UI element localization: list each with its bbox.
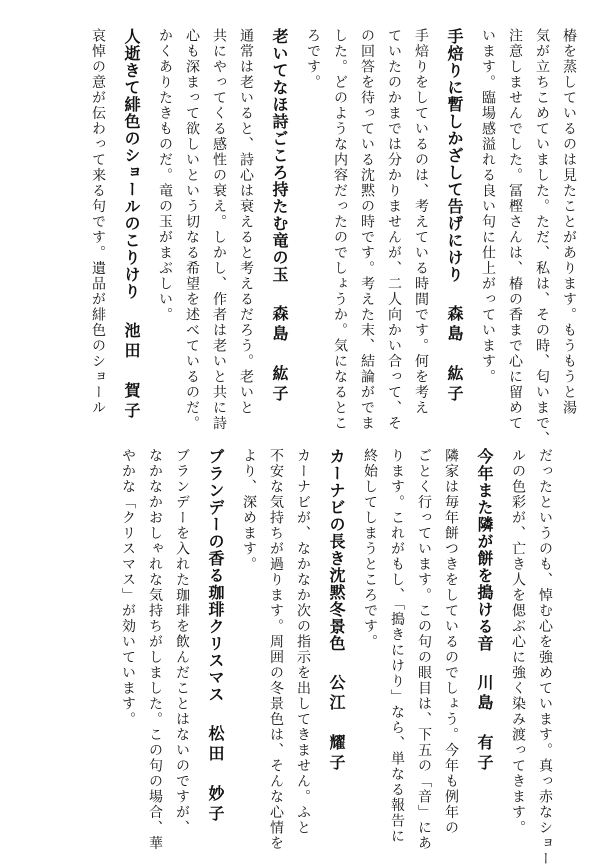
haiku-title bbox=[121, 28, 141, 422]
body-column: ルの色彩が、亡き人を偲ぶ心に強く染み渡ってきます。 bbox=[510, 448, 526, 836]
top-section bbox=[80, 28, 578, 447]
poet-name: 池田 賀子 bbox=[122, 322, 141, 422]
body-column: ろです。 bbox=[305, 28, 321, 90]
body-column: ブランデーを入れた珈琲を飲んだことはないのですが、 bbox=[174, 448, 190, 836]
body-column: 注意しませんでした。冨樫さんは、椿の香まで心に留めて bbox=[507, 28, 523, 431]
haiku-title bbox=[205, 448, 225, 825]
body-column: ごとく行っています。この句の眼目は、下五の「音」にあ bbox=[416, 448, 432, 851]
body-column: 不安な気持ちが過ります。周囲の冬景色は、そんな心情を bbox=[268, 448, 284, 851]
body-column: やかな「クリスマス」が効いています。 bbox=[120, 448, 136, 727]
haiku-title bbox=[444, 28, 464, 405]
body-column: 終始してしまうところです。 bbox=[362, 448, 378, 650]
body-column: なかなかおしゃれな気持ちがしました。この句の場合、華 bbox=[147, 448, 163, 851]
haiku-title bbox=[269, 28, 289, 405]
body-column: ていたのかまでは分かりませんが、二人向かい合って、そ bbox=[386, 28, 402, 431]
body-column: 共にやってくる感性の衰え。しかし、作者は老いと共に詩 bbox=[211, 28, 227, 431]
body-column: より、深めます。 bbox=[241, 448, 257, 572]
body-column: 椿を蒸しているのは見たことがあります。もうもうと湯 bbox=[561, 28, 577, 416]
haiku-text: 今年また隣が餅を搗ける音 bbox=[475, 448, 494, 652]
haiku-text: 手焙りに暫しかざして告げにけり bbox=[445, 28, 464, 283]
body-column: だったというのも、悼む心を強めています。真っ赤なショー bbox=[537, 448, 553, 867]
body-column: かくありたきものだ。竜の玉がまぶしい。 bbox=[157, 28, 173, 323]
poet-name: 森島 紘子 bbox=[445, 305, 464, 405]
body-column: 気が立ちこめていました。ただ、私は、その時、匂いまで、 bbox=[534, 28, 550, 447]
body-column: カーナビが、なかなか次の指示を出してきません。ふと bbox=[295, 448, 311, 836]
haiku-text: 人逝きて緋色のショールのこりけり bbox=[122, 28, 141, 300]
body-column: 哀悼の意が伝わって来る句です。遺品が緋色のショール bbox=[90, 28, 106, 416]
poet-name: 川島 有子 bbox=[475, 674, 494, 774]
poet-name: 森島 紘子 bbox=[270, 305, 289, 405]
bottom-section bbox=[110, 448, 554, 867]
haiku-text: カーナビの長き沈黙冬景色 bbox=[327, 448, 346, 652]
body-column: した。どのような内容だったのでしょうか。気になるとこ bbox=[332, 28, 348, 431]
haiku-title bbox=[326, 448, 346, 774]
poet-name: 松田 妙子 bbox=[206, 725, 225, 825]
body-column: ります。これがもし、「搗きにけり」なら、単なる報告に bbox=[389, 448, 405, 844]
poet-name: 公江 耀子 bbox=[327, 674, 346, 774]
body-column: 通常は老いると、詩心は衰えると考えるだろう。老いと bbox=[238, 28, 254, 416]
body-column: 手焙りをしているのは、考えている時間です。何を考え bbox=[413, 28, 429, 416]
body-column: 心も深まって欲しいという切なる希望を述べているのだ。 bbox=[184, 28, 200, 431]
body-column: 隣家は毎年餅つきをしているのでしょう。今年も例年の bbox=[443, 448, 459, 836]
haiku-title bbox=[474, 448, 494, 774]
haiku-text: 老いてなほ詩ごころ持たむ竜の玉 bbox=[270, 28, 289, 283]
haiku-text: ブランデーの香る珈琲クリスマス bbox=[206, 448, 225, 703]
body-column: います。臨場感溢れる良い句に仕上がっています。 bbox=[480, 28, 496, 385]
body-column: の回答を待っている沈黙の時です。考えた末、結論がでま bbox=[359, 28, 375, 431]
